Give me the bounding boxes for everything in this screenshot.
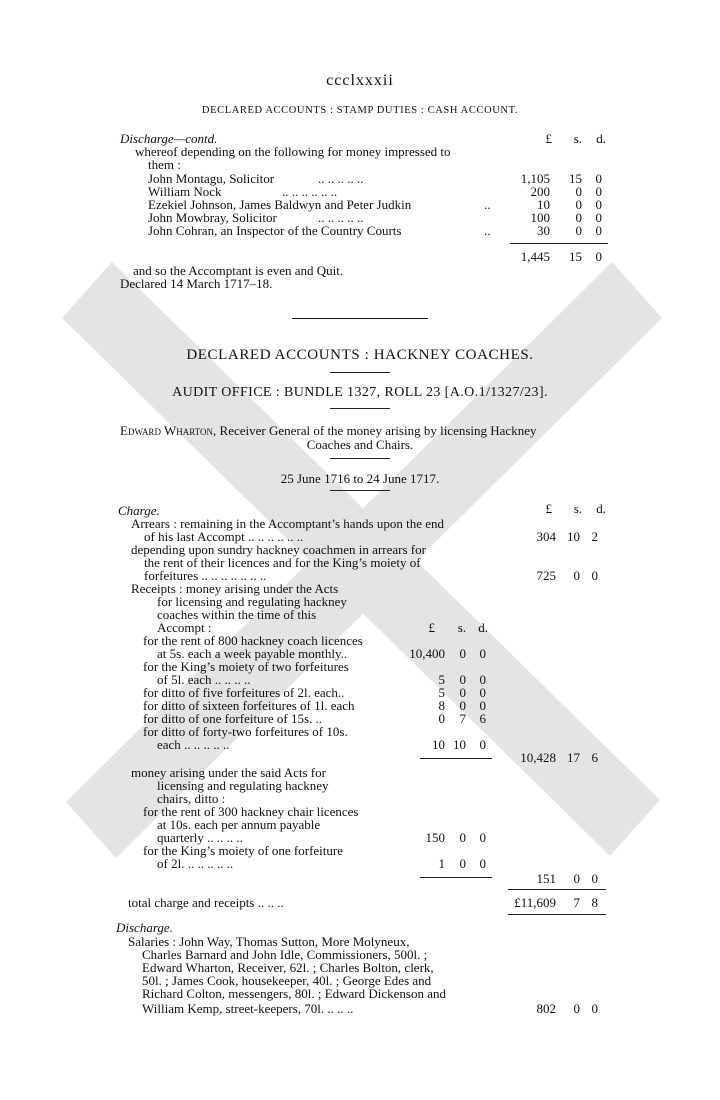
coach-item-line: for the King’s moiety of two forfeitures: [143, 659, 349, 674]
amount-shillings: 0: [573, 1001, 580, 1016]
col-pounds-header: £: [428, 620, 435, 635]
accountant-description: , Receiver General of the money arising by licensing Hackney: [213, 423, 537, 438]
entry-label: Ezekiel Johnson, James Baldwyn and Peter Judkin: [148, 197, 412, 212]
amount-pence: 0: [591, 568, 598, 583]
salaries-line: Salaries : John Way, Thomas Sutton, More Molyneux,: [128, 934, 410, 949]
sum-rule: [508, 889, 606, 890]
inner-shillings: 0: [459, 672, 466, 687]
amount-pounds: 200: [530, 184, 550, 199]
section-divider: [292, 318, 428, 319]
inner-pence: 0: [479, 698, 486, 713]
col-shillings-header: s.: [573, 131, 582, 146]
amount-pounds: 10: [537, 197, 550, 212]
running-head: DECLARED ACCOUNTS : STAMP DUTIES : CASH ACCOUNT.: [201, 105, 519, 116]
inner-pounds: 8: [438, 698, 445, 713]
chair-item-line: for the rent of 300 hackney chair licences: [143, 804, 359, 819]
section-title: DECLARED ACCOUNTS : HACKNEY COACHES.: [186, 347, 534, 363]
chairs-line: money arising under the said Acts for: [131, 765, 326, 780]
leader-dots: ..: [484, 223, 491, 238]
inner-pounds: 5: [438, 685, 445, 700]
accountant-name: Edward Wharton: [120, 423, 214, 438]
sum-rule: [510, 243, 608, 244]
accountant-line: [120, 424, 536, 437]
leader-dots: .. .. .. .. ..: [318, 210, 364, 225]
inner-pounds: 1: [438, 856, 445, 871]
salaries-line: Charles Barnard and John Idle, Commissioners, 500l. ;: [142, 947, 428, 962]
depending-line: the rent of their licences and for the King’s moiety of: [144, 555, 421, 570]
short-rule: [330, 458, 390, 459]
amount-pence: 0: [595, 210, 602, 225]
grand-total-pounds: £11,609: [514, 895, 556, 910]
sum-rule: [420, 758, 492, 759]
salaries-line: Richard Colton, messengers, 80l. ; Edward Dickenson and: [142, 986, 446, 1001]
salaries-line: 50l. ; James Cook, housekeeper, 40l. ; George Edes and: [142, 973, 432, 988]
leader-dots: ..: [484, 197, 491, 212]
amount-shillings: 0: [575, 184, 582, 199]
coach-item-line: for ditto of sixteen forfeitures of 1l. each: [143, 698, 355, 713]
inner-shillings: 10: [453, 737, 466, 752]
inner-pounds: 10: [432, 737, 445, 752]
entry-label: John Mowbray, Solicitor: [148, 210, 277, 225]
charge-heading: Charge.: [118, 503, 160, 518]
inner-pounds: 0: [438, 711, 445, 726]
inner-shillings: 0: [459, 646, 466, 661]
discharge-heading: Discharge.: [116, 920, 173, 935]
short-rule: [330, 490, 390, 491]
col-pence-header: d.: [596, 501, 606, 516]
inner-pence: 0: [479, 737, 486, 752]
accountant-line-2: Coaches and Chairs.: [306, 437, 414, 452]
amount-pounds: 304: [536, 529, 556, 544]
chair-item-line: for the King’s moiety of one forfeiture: [143, 843, 343, 858]
inner-pence: 0: [479, 646, 486, 661]
closing-line: and so the Accomptant is even and Quit.: [133, 263, 344, 278]
arrears-line: Arrears : remaining in the Accomptant’s hands upon the end: [131, 516, 445, 531]
amount-pence: 0: [595, 171, 602, 186]
receipts-line: coaches within the time of this: [157, 607, 317, 622]
subtotal-shillings: 17: [567, 750, 580, 765]
inner-pence: 0: [479, 830, 486, 845]
amount-pounds: 725: [536, 568, 556, 583]
depending-line: forfeitures .. .. .. .. .. .. ..: [144, 568, 267, 583]
inner-pounds: 150: [425, 830, 445, 845]
arrears-line: of his last Accompt .. .. .. .. .. ..: [144, 529, 304, 544]
col-pence-header: d.: [596, 131, 606, 146]
receipts-line: Receipts : money arising under the Acts: [131, 581, 339, 596]
receipts-line: Accompt :: [157, 620, 212, 635]
inner-pence: 0: [479, 856, 486, 871]
intro-line: them :: [148, 157, 181, 172]
coach-item-line: at 5s. each a week payable monthly..: [157, 646, 348, 661]
subtotal-pence: 6: [591, 750, 598, 765]
discharge-contd-heading: Discharge—contd.: [120, 131, 218, 146]
chair-item-line: of 2l. .. .. .. .. ..: [157, 856, 234, 871]
entry-label: John Montagu, Solicitor: [148, 171, 275, 186]
coach-item-line: for ditto of one forfeiture of 15s. ..: [143, 711, 323, 726]
sum-rule: [420, 877, 492, 878]
chairs-line: chairs, ditto :: [157, 791, 226, 806]
inner-shillings: 0: [459, 856, 466, 871]
subtotal-pounds: 10,428: [520, 750, 556, 765]
sum-rule: [508, 914, 606, 915]
coach-item-line: of 5l. each .. .. .. ..: [157, 672, 251, 687]
amount-pence: 2: [591, 529, 598, 544]
inner-pounds: 5: [438, 672, 445, 687]
col-pounds-header: £: [545, 131, 552, 146]
receipts-line: for licensing and regulating hackney: [157, 594, 347, 609]
leader-dots: .. .. .. .. .. ..: [282, 184, 338, 199]
amount-shillings: 0: [575, 197, 582, 212]
col-shillings-header: s.: [573, 501, 582, 516]
short-rule: [330, 372, 390, 373]
inner-pounds: 10,400: [409, 646, 445, 661]
salaries-line: Edward Wharton, Receiver, 62l. ; Charles Bolton, clerk,: [142, 960, 434, 975]
account-period: 25 June 1716 to 24 June 1717.: [280, 471, 440, 486]
amount-pounds: 1,105: [520, 171, 550, 186]
inner-shillings: 0: [459, 685, 466, 700]
salaries-line: William Kemp, street-keepers, 70l. .. .. ..: [142, 1001, 354, 1016]
amount-shillings: 10: [567, 529, 580, 544]
coach-item-line: for ditto of five forfeitures of 2l. each..: [143, 685, 345, 700]
inner-shillings: 7: [459, 711, 466, 726]
inner-pence: 6: [479, 711, 486, 726]
audit-reference: AUDIT OFFICE : BUNDLE 1327, ROLL 23 [A.O.1/1327/23].: [172, 385, 548, 400]
grand-total-shillings: 7: [573, 895, 580, 910]
coach-item-line: for ditto of forty-two forfeitures of 10s.: [143, 724, 348, 739]
coach-item-line: for the rent of 800 hackney coach licences: [143, 633, 363, 648]
declared-date: Declared 14 March 1717–18.: [120, 276, 273, 291]
amount-pence: 0: [595, 223, 602, 238]
inner-shillings: 0: [459, 830, 466, 845]
subtotal-pence: 0: [591, 871, 598, 886]
inner-pence: 0: [479, 672, 486, 687]
col-shillings-header: s.: [457, 620, 466, 635]
inner-pence: 0: [479, 685, 486, 700]
col-pounds-header: £: [545, 501, 552, 516]
amount-pence: 0: [595, 184, 602, 199]
intro-line: whereof depending on the following for money impressed to: [135, 144, 451, 159]
total-pence: 0: [595, 249, 602, 264]
total-label: total charge and receipts .. .. ..: [128, 895, 284, 910]
amount-shillings: 0: [575, 223, 582, 238]
amount-pence: 0: [591, 1001, 598, 1016]
chairs-line: licensing and regulating hackney: [157, 778, 329, 793]
entry-label: John Cohran, an Inspector of the Country Courts: [148, 223, 402, 238]
short-rule: [330, 408, 390, 409]
amount-shillings: 15: [569, 171, 582, 186]
subtotal-pounds: 151: [536, 871, 556, 886]
amount-shillings: 0: [575, 210, 582, 225]
chair-item-line: at 10s. each per annum payable: [157, 817, 321, 832]
amount-shillings: 0: [573, 568, 580, 583]
total-pounds: 1,445: [520, 249, 550, 264]
entry-label: William Nock: [148, 184, 222, 199]
coach-item-line: each .. .. .. .. ..: [157, 737, 230, 752]
amount-pounds: 802: [536, 1001, 556, 1016]
depending-line: depending upon sundry hackney coachmen in arrears for: [131, 542, 426, 557]
amount-pounds: 30: [537, 223, 550, 238]
subtotal-shillings: 0: [573, 871, 580, 886]
inner-shillings: 0: [459, 698, 466, 713]
leader-dots: .. .. .. .. ..: [318, 171, 364, 186]
chair-item-line: quarterly .. .. .. ..: [157, 830, 243, 845]
grand-total-pence: 8: [591, 895, 598, 910]
amount-pence: 0: [595, 197, 602, 212]
page-number: ccclxxxii: [326, 72, 394, 89]
amount-pounds: 100: [530, 210, 550, 225]
col-pence-header: d.: [478, 620, 488, 635]
total-shillings: 15: [569, 249, 582, 264]
